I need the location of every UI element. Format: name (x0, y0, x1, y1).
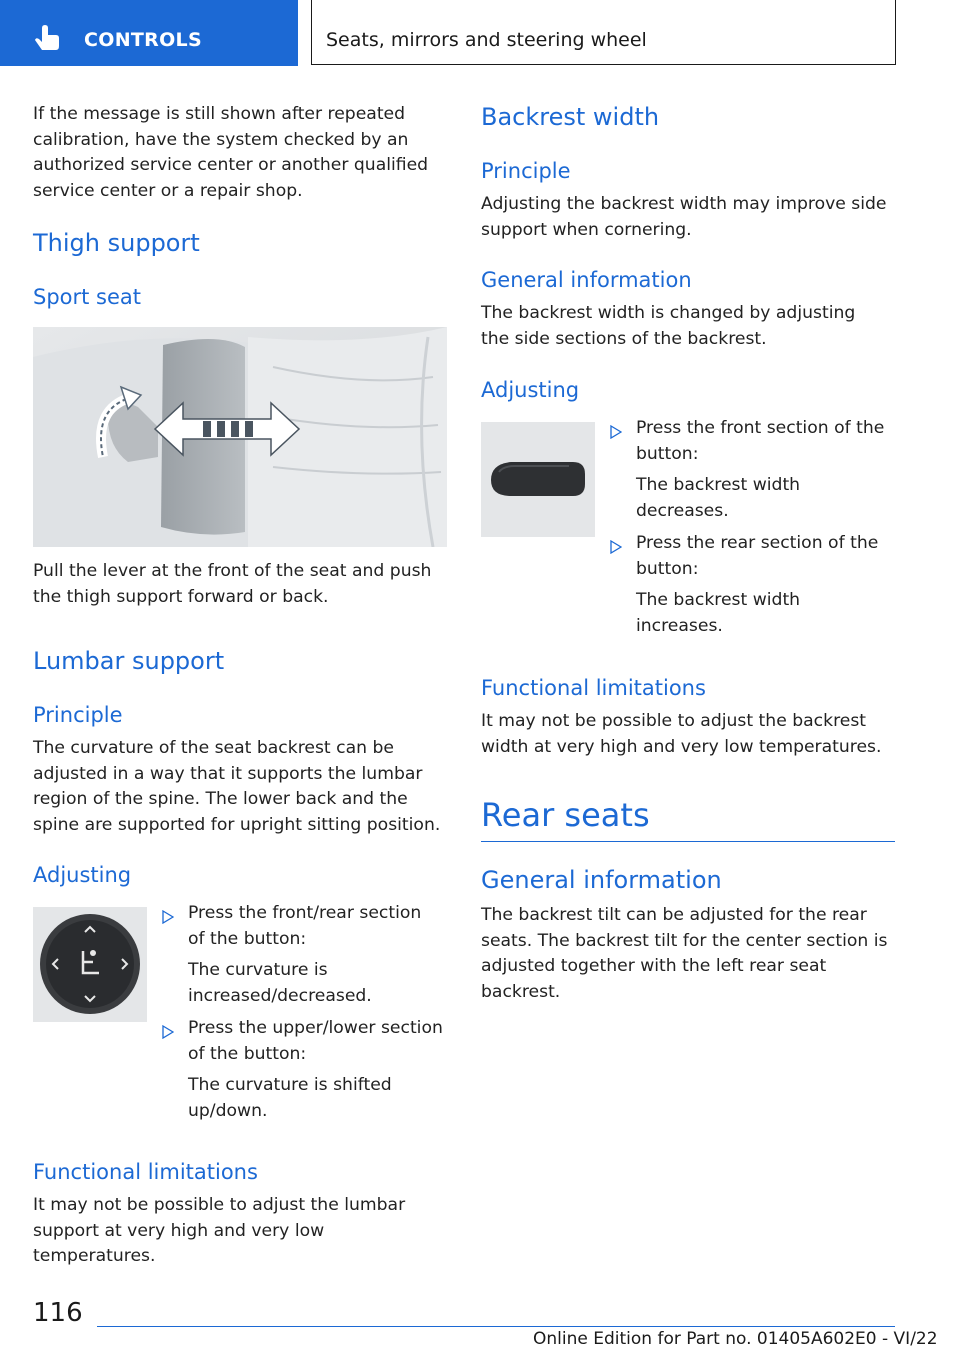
rear-general-text: The backrest tilt can be adjusted for the rear seats. The backrest tilt for the center section is adjusted together with the left rear seat backrest. (481, 905, 888, 1002)
lumbar-limitations-text: It may not be possible to adjust the lumbar support at very high and very low temperatures. (33, 1195, 406, 1266)
section-tab-label: CONTROLS (84, 29, 202, 51)
lumbar-bullet-1-result: The curvature is increased/decreased. (188, 960, 372, 1006)
backrest-principle-heading: Principle (481, 159, 571, 183)
bullet-triangle-icon (610, 425, 622, 439)
bullet-triangle-icon (610, 540, 622, 554)
thigh-support-instruction: Pull the lever at the front of the seat and push the thigh support forward or back. (33, 561, 432, 607)
thigh-support-illustration (33, 327, 447, 547)
bullet-triangle-icon (162, 1025, 174, 1039)
lumbar-support-heading: Lumbar support (33, 647, 225, 675)
rear-general-heading: General information (481, 866, 722, 894)
backrest-limitations-heading: Functional limitations (481, 676, 706, 700)
backrest-bullet-1-result: The backrest width decreases. (636, 475, 801, 521)
lumbar-principle-heading: Principle (33, 703, 123, 727)
lumbar-limitations-heading: Functional limitations (33, 1160, 258, 1184)
backrest-principle-text: Adjusting the backrest width may improve side support when cornering. (481, 194, 887, 240)
lumbar-bullet-1-action: Press the front/rear section of the button: (188, 903, 422, 949)
edition-label: Online Edition for Part no. 01405A602E0 - VI/22 (533, 1329, 938, 1349)
lumbar-bullet-2-result: The curvature is shifted up/down. (188, 1075, 392, 1121)
backrest-width-heading: Backrest width (481, 103, 660, 131)
backrest-adjusting-heading: Adjusting (481, 378, 580, 402)
lumbar-principle-text: The curvature of the seat backrest can be adjusted in a way that it supports the lumbar region of the spine. The lower back and the spine are supported for upright sitting position. (33, 738, 441, 835)
backrest-bullet-2-action: Press the rear section of the button: (636, 533, 879, 579)
backrest-general-heading: General information (481, 268, 692, 292)
hand-pointer-icon (30, 24, 64, 54)
backrest-bullet-1-action: Press the front section of the button: (636, 418, 885, 464)
lumbar-bullet-2-action: Press the upper/lower section of the button: (188, 1018, 443, 1064)
backrest-general-text: The backrest width is changed by adjusting the side sections of the backrest. (481, 303, 856, 349)
thigh-support-heading: Thigh support (33, 229, 200, 257)
footer-divider (97, 1326, 895, 1327)
backrest-button-illustration (481, 422, 595, 537)
rear-seats-divider (481, 841, 895, 842)
chapter-title: Seats, mirrors and steering wheel (326, 29, 647, 51)
backrest-limitations-text: It may not be possible to adjust the backrest width at very high and very low temperatures. (481, 711, 882, 757)
sport-seat-heading: Sport seat (33, 285, 142, 309)
page-number: 116 (33, 1298, 83, 1328)
bullet-triangle-icon (162, 910, 174, 924)
lumbar-button-illustration (33, 907, 147, 1022)
backrest-bullet-2-result: The backrest width increases. (636, 590, 801, 636)
rear-seats-heading: Rear seats (481, 796, 650, 834)
lumbar-adjusting-heading: Adjusting (33, 863, 132, 887)
intro-paragraph: If the message is still shown after repeated calibration, have the system checked by an authorized service center or another qualified service center or a repair shop. (33, 104, 429, 201)
